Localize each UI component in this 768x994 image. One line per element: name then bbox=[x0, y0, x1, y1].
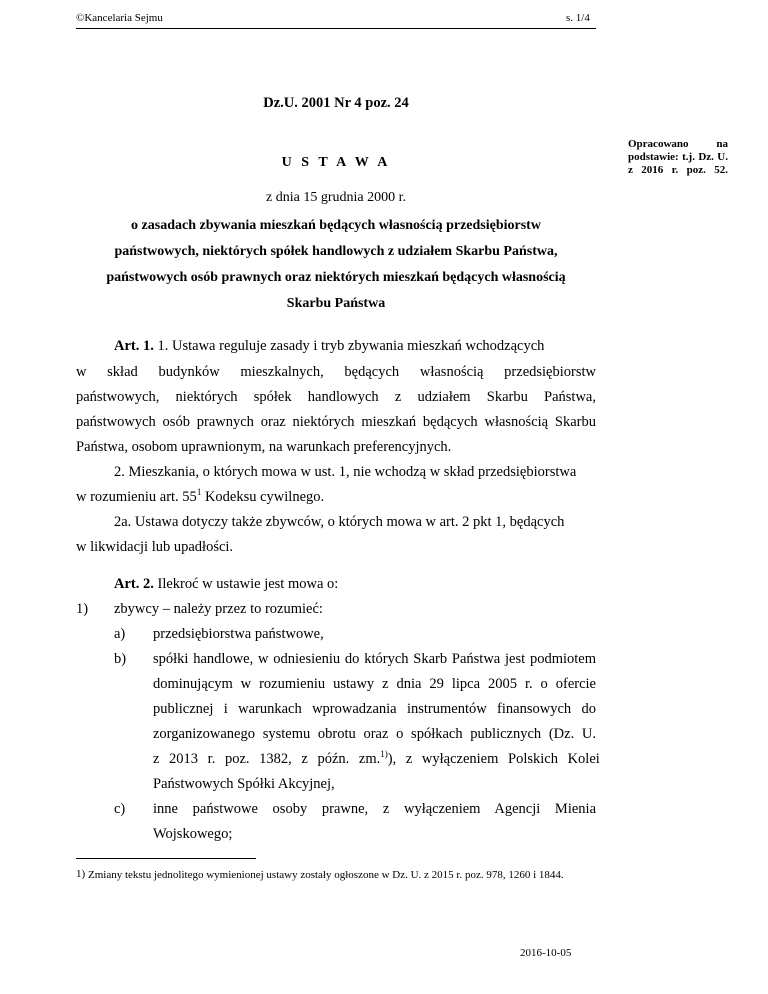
header-page-number: s. 1/4 bbox=[566, 12, 590, 24]
act-title bbox=[76, 213, 596, 317]
art1-line-3: państwowych, niektórych spółek handlowych z udziałem Skarbu Państwa, bbox=[76, 389, 596, 405]
art2-b-label: b) bbox=[114, 651, 127, 667]
art2-b-line-3: publicznej i warunkach wprowadzania instrumentów finansowych do bbox=[153, 701, 596, 717]
footnote-mark: 1) bbox=[76, 868, 86, 880]
footnote-text: Zmiany tekstu jednolitego wymienionej ustawy zostały ogłoszone w Dz. U. z 2015 r. poz. 978, 1260 i 1844. bbox=[88, 869, 564, 881]
header-divider bbox=[76, 28, 596, 29]
art2-b-line-5: z 2013 r. poz. 1382, z późn. zm.$^{1)}$), z wyłączeniem Polskich Kolei bbox=[153, 749, 600, 767]
art2-c-label: c) bbox=[114, 801, 126, 817]
side-note: Opracowano na podstawie: t.j. Dz. U. z 2016 r. poz. 52. bbox=[628, 138, 728, 176]
art1-line-1 bbox=[114, 338, 544, 355]
art1-label: Art. 1. bbox=[114, 338, 154, 354]
footnote-divider bbox=[76, 858, 256, 859]
title-line: państwowych osób prawnych oraz niektórych mieszkań będących własnością bbox=[106, 270, 566, 285]
art1-p2a-line-1: 2a. Ustawa dotyczy także zbywców, o których mowa w art. 2 pkt 1, będących bbox=[114, 514, 565, 530]
art2-b-line-6: Państwowych Spółki Akcyjnej, bbox=[153, 776, 335, 792]
art2-c-line-1: inne państwowe osoby prawne, z wyłączeniem Agencji Mienia bbox=[153, 801, 596, 817]
title-line: państwowych, niektórych spółek handlowych z udziałem Skarbu Państwa, bbox=[114, 244, 558, 259]
art1-p2a-line-2: w likwidacji lub upadłości. bbox=[76, 539, 234, 555]
art2-b-line-1: spółki handlowe, w odniesieniu do których Skarb Państwa jest podmiotem bbox=[153, 651, 596, 667]
art1-text: 1. Ustawa reguluje zasady i tryb zbywania mieszkań wchodzących bbox=[157, 338, 545, 354]
title-line: Skarbu Państwa bbox=[286, 296, 386, 311]
header-left: ©Kancelaria Sejmu bbox=[76, 12, 163, 24]
art1-line-2: w skład budynków mieszkalnych, będących własnością przedsiębiorstw bbox=[76, 364, 596, 380]
art2-b-line-4: zorganizowanego systemu obrotu oraz o spółkach publicznych (Dz. U. bbox=[153, 726, 596, 742]
publication-reference: Dz.U. 2001 Nr 4 poz. 24 bbox=[263, 95, 409, 111]
title-line: o zasadach zbywania mieszkań będących własnością przedsiębiorstw bbox=[131, 218, 541, 233]
art2-label: Art. 2. bbox=[114, 576, 154, 592]
art1-line-4: państwowych osób prawnych oraz niektórych mieszkań będących własnością Skarbu bbox=[76, 414, 596, 430]
art2-item1-number: 1) bbox=[76, 601, 89, 617]
footnote-ref[interactable]: 1) bbox=[380, 749, 388, 760]
act-date: z dnia 15 grudnia 2000 r. bbox=[266, 190, 406, 205]
footer-date: 2016-10-05 bbox=[520, 947, 572, 959]
art2-item1-text: zbywcy – należy przez to rozumieć: bbox=[114, 601, 323, 617]
art1-p2-line-1: 2. Mieszkania, o których mowa w ust. 1, nie wchodzą w skład przedsiębiorstwa bbox=[114, 464, 577, 480]
art2-a-label: a) bbox=[114, 626, 126, 642]
art2-intro: Art. 2. Ilekroć w ustawie jest mowa o: bbox=[114, 576, 339, 592]
art1-p2-line-2: w rozumieniu art. $55^1$ Kodeksu cywilnego. bbox=[76, 487, 325, 505]
art2-b-line-2: dominującym w rozumieniu ustawy z dnia 29 lipca 2005 r. o ofercie bbox=[153, 676, 596, 692]
art2-c-line-2: Wojskowego; bbox=[153, 826, 233, 842]
art2-a-text: przedsiębiorstwa państwowe, bbox=[153, 626, 324, 642]
art1-line-5: Państwa, osobom uprawnionym, na warunkach preferencyjnych. bbox=[76, 439, 452, 455]
act-type: U S T A W A bbox=[281, 155, 391, 170]
